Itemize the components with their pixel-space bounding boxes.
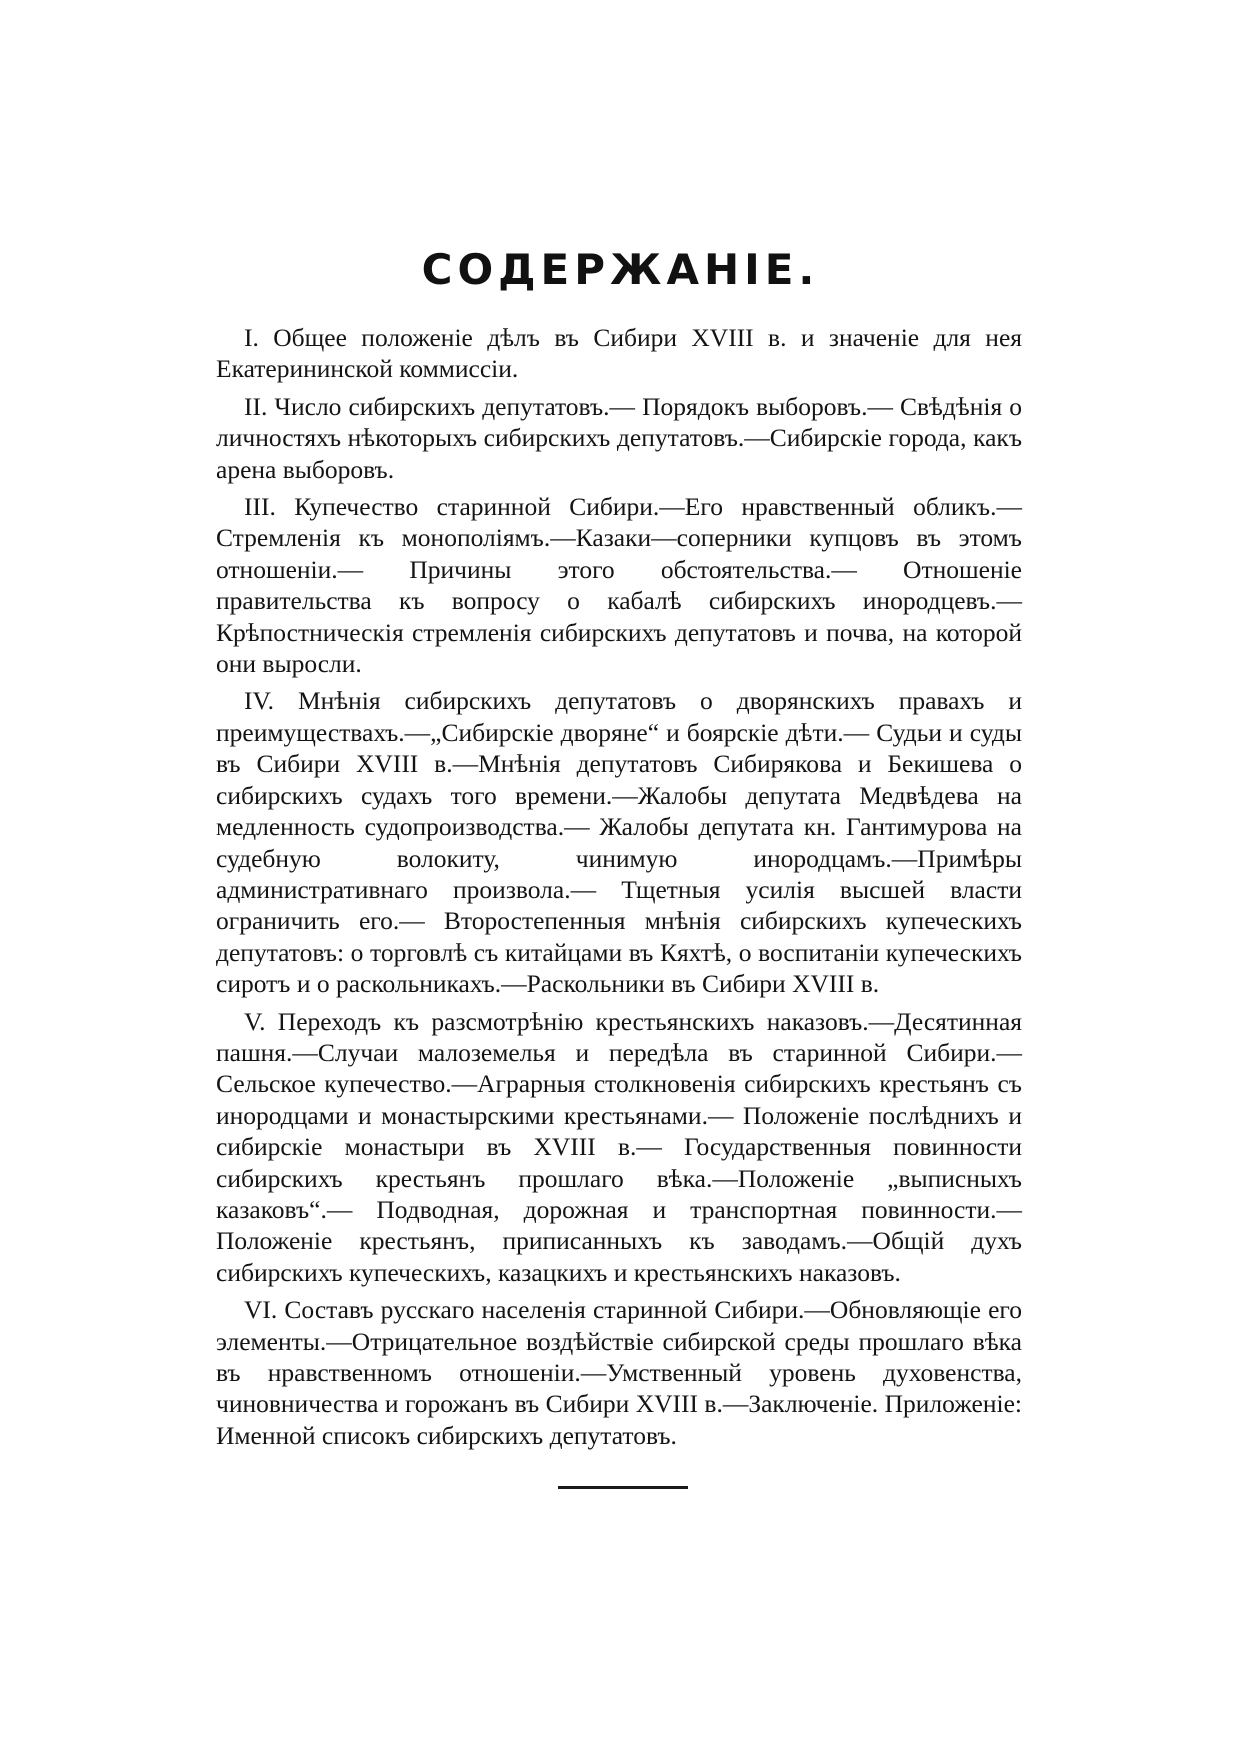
closing-divider xyxy=(558,1486,688,1489)
toc-entry: III. Купечество старинной Сибири.—Его нравственный обликъ.—Стремленія къ монополіямъ.—Казаки—соперники купцовъ въ этомъ отношеніи.— Причины этого обстоятельства.— Отношеніе правительства къ вопросу о кабалѣ сибирскихъ инородцевъ.—Крѣпостническія стремленія сибирскихъ депутатовъ и почва, на которой они выросли. xyxy=(216,492,1022,679)
table-of-contents xyxy=(216,322,1022,1457)
toc-entry: V. Переходъ къ разсмотрѣнію крестьянскихъ наказовъ.—Десятинная пашня.—Случаи малоземелья и передѣла въ старинной Сибири.—Сельское купечество.—Аграрныя столкновенія сибирскихъ крестьянъ съ инородцами и монастырскими крестьянами.— Положеніе послѣднихъ и сибирскіе монастыри въ XVIII в.— Государственныя повинности сибирскихъ крестьянъ прошлаго вѣка.—Положеніе „выписныхъ казаковъ“.— Подводная, дорожная и транспортная повинности.—Положеніе крестьянъ, приписанныхъ къ заводамъ.—Общій духъ сибирскихъ купеческихъ, казацкихъ и крестьянскихъ наказовъ. xyxy=(216,1006,1022,1287)
toc-entry: VI. Составъ русскаго населенія старинной Сибири.—Обновляющіе его элементы.—Отрицательное воздѣйствіе сибирской среды прошлаго вѣка въ нравственномъ отношеніи.—Умственный уровень духовенства, чиновничества и горожанъ въ Сибири XVIII в.—Заключеніе. Приложеніе: Именной списокъ сибирскихъ депутатовъ. xyxy=(216,1295,1022,1450)
toc-entry: IV. Мнѣнія сибирскихъ депутатовъ о дворянскихъ правахъ и преимуществахъ.—„Сибирскіе дворяне“ и боярскіе дѣти.— Судьи и суды въ Сибири XVIII в.—Мнѣнія депутатовъ Сибирякова и Бекишева о сибирскихъ судахъ того времени.—Жалобы депутата Медвѣдева на медленность судопроизводства.— Жалобы депутата кн. Гантимурова на судебную волокиту, чинимую инородцамъ.—Примѣры административнаго произвола.— Тщетныя усилія высшей власти ограничить его.— Второстепенныя мнѣнія сибирскихъ купеческихъ депутатовъ: о торговлѣ съ китайцами въ Кяхтѣ, о воспитаніи купеческихъ сиротъ и о раскольникахъ.—Раскольники въ Сибири XVIII в. xyxy=(216,686,1022,999)
toc-entry: I. Общее положеніе дѣлъ въ Сибири XVIII в. и значеніе для нея Екатерининской коммиссіи. xyxy=(216,323,1022,384)
page-title: СОДЕРЖАНІЕ. xyxy=(421,245,820,294)
toc-entry: II. Число сибирскихъ депутатовъ.— Порядокъ выборовъ.— Свѣдѣнія о личностяхъ нѣкоторыхъ сибирскихъ депутатовъ.—Сибирскіе города, какъ арена выборовъ. xyxy=(216,391,1022,484)
